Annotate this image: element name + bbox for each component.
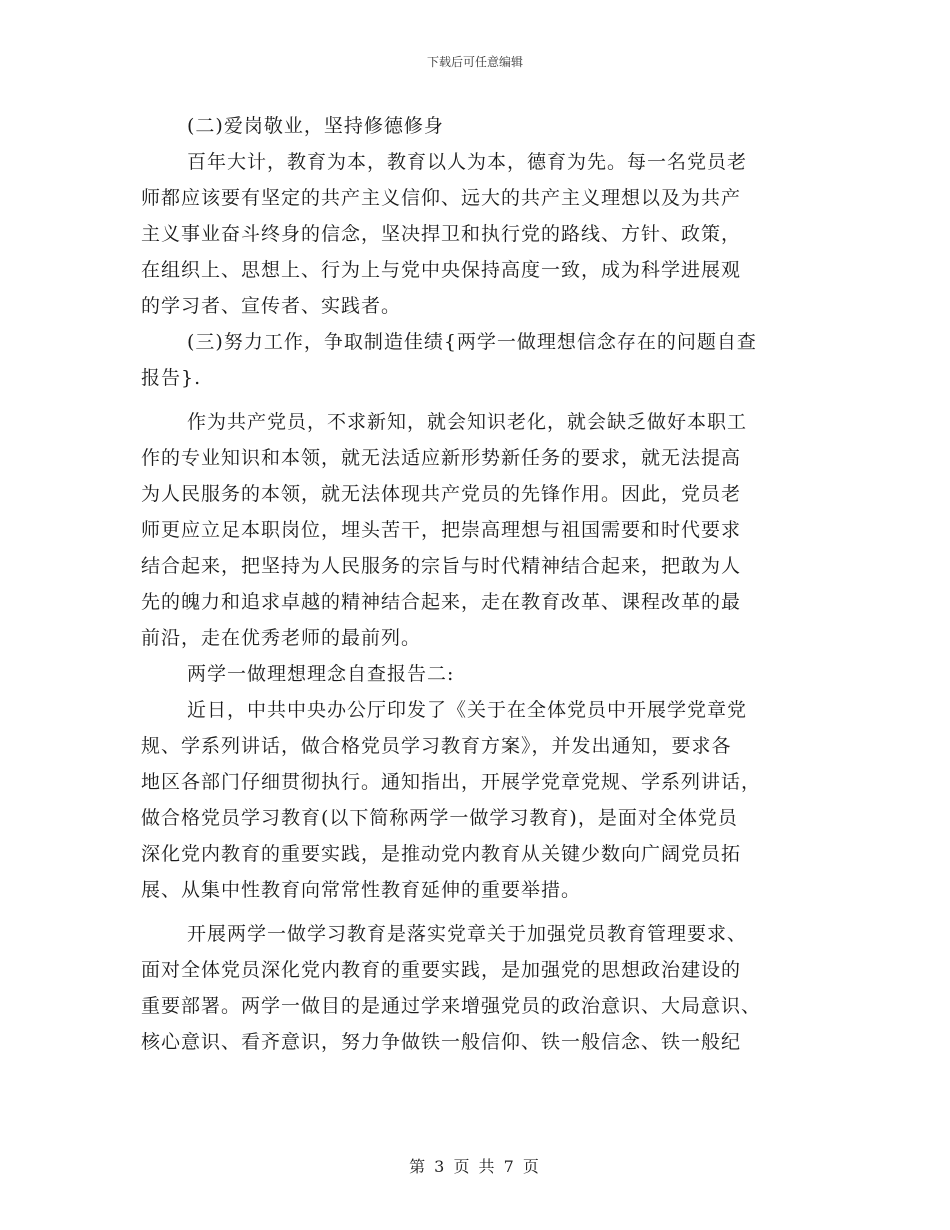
paragraph-line: 师更应立足本职岗位，埋头苦干，把崇高理想与祖国需要和时代要求	[141, 519, 742, 541]
paragraph-line: 为人民服务的本领，就无法体现共产党员的先锋作用。因此，党员老	[141, 483, 742, 505]
paragraph-line: 近日，中共中央办公厅印发了《关于在全体党员中开展学党章党	[187, 699, 748, 721]
paragraph-line: 在组织上、思想上、行为上与党中央保持高度一致，成为科学进展观	[141, 259, 742, 281]
paragraph-line: 主义事业奋斗终身的信念，坚决捍卫和执行党的路线、方针、政策，	[141, 223, 742, 245]
paragraph-line: 的学习者、宣传者、实践者。	[141, 295, 402, 317]
page-number-footer: 第 3 页 共 7 页	[409, 1157, 541, 1176]
paragraph-line: 面对全体党员深化党内教育的重要实践，是加强党的思想政治建设的	[141, 959, 742, 981]
section-heading-3: (三)努力工作，争取制造佳绩{两学一做理想信念存在的问题自查	[187, 331, 757, 353]
section-heading-2: (二)爱岗敬业，坚持修德修身	[187, 115, 444, 137]
paragraph-line: 地区各部门仔细贯彻执行。通知指出，开展学党章党规、学系列讲话，	[141, 771, 762, 793]
report-subtitle: 两学一做理想理念自查报告二:	[187, 663, 455, 685]
paragraph-line: 前沿，走在优秀老师的最前列。	[141, 627, 422, 649]
paragraph-line: 核心意识、看齐意识，努力争做铁一般信仰、铁一般信念、铁一般纪	[141, 1031, 742, 1053]
paragraph-line: 作为共产党员，不求新知，就会知识老化，就会缺乏做好本职工	[187, 411, 748, 433]
paragraph-line: 开展两学一做学习教育是落实党章关于加强党员教育管理要求、	[187, 923, 748, 945]
paragraph-line: 结合起来，把坚持为人民服务的宗旨与时代精神结合起来，把敢为人	[141, 555, 742, 577]
paragraph-line: 作的专业知识和本领，就无法适应新形势新任务的要求，就无法提高	[141, 447, 742, 469]
page-header-note: 下载后可任意编辑	[426, 55, 523, 69]
paragraph-line: 先的魄力和追求卓越的精神结合起来，走在教育改革、课程改革的最	[141, 591, 742, 613]
paragraph-line: 百年大计，教育为本，教育以人为本，德育为先。每一名党员老	[187, 151, 748, 173]
document-body	[141, 108, 806, 1060]
paragraph-line: 重要部署。两学一做目的是通过学来增强党员的政治意识、大局意识、	[141, 995, 762, 1017]
paragraph-line: 规、学系列讲话，做合格党员学习教育方案》，并发出通知，要求各	[141, 735, 732, 757]
paragraph-line: 展、从集中性教育向常常性教育延伸的重要举措。	[141, 879, 582, 901]
paragraph-line: 深化党内教育的重要实践，是推动党内教育从关键少数向广阔党员拓	[141, 843, 742, 865]
section-heading-3-cont: 报告}.	[141, 367, 202, 389]
paragraph-line: 师都应该要有坚定的共产主义信仰、远大的共产主义理想以及为共产	[141, 187, 742, 209]
paragraph-line: 做合格党员学习教育(以下简称两学一做学习教育)，是面对全体党员	[141, 807, 738, 829]
